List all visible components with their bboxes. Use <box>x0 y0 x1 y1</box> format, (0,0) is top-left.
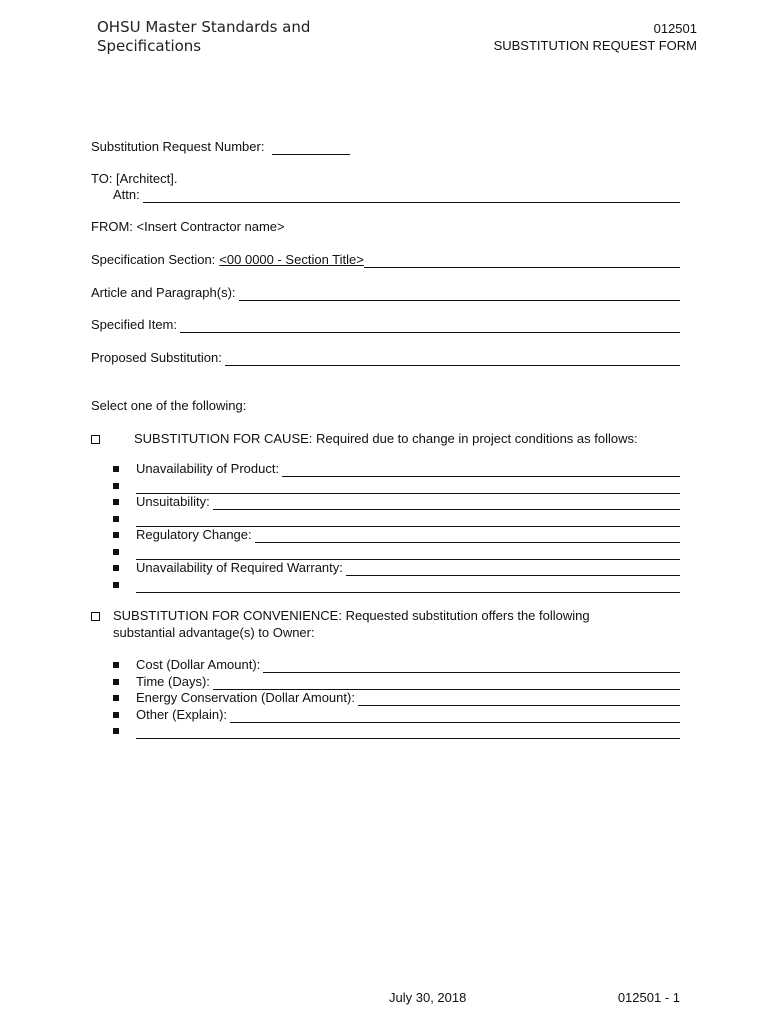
proposed-substitution-field[interactable] <box>225 353 680 366</box>
footer-page-number: 012501 - 1 <box>617 990 680 1005</box>
article-field[interactable] <box>239 288 680 301</box>
from-label: FROM: <Insert Contractor name> <box>91 219 285 234</box>
footer-date: July 30, 2018 <box>389 990 467 1005</box>
request-number-field[interactable] <box>272 142 350 155</box>
convenience-option <box>91 608 590 624</box>
cause-item-field[interactable] <box>136 514 680 527</box>
attn-label: Attn: <box>113 187 140 202</box>
cause-item-label: Regulatory Change: <box>136 527 252 542</box>
bullet-icon <box>113 657 136 673</box>
convenience-item-label: Cost (Dollar Amount): <box>136 657 261 672</box>
spec-section-row <box>91 252 680 268</box>
cause-item <box>113 461 680 477</box>
bullet-icon <box>113 577 136 593</box>
proposed-substitution-row <box>91 350 680 366</box>
convenience-item <box>113 674 680 690</box>
cause-item-field[interactable] <box>255 530 680 543</box>
convenience-heading-line1: SUBSTITUTION FOR CONVENIENCE: Requested substitution offers the following <box>113 608 590 623</box>
specified-item-field[interactable] <box>180 320 680 333</box>
bullet-icon <box>113 690 136 706</box>
cause-checkbox[interactable] <box>91 435 100 444</box>
bullet-icon <box>113 527 136 543</box>
bullet-icon <box>113 674 136 690</box>
bullet-icon <box>113 461 136 477</box>
cause-item <box>113 577 680 593</box>
cause-item <box>113 527 680 543</box>
cause-item-field[interactable] <box>282 464 680 477</box>
convenience-checkbox[interactable] <box>91 612 100 621</box>
convenience-item-field[interactable] <box>136 726 680 739</box>
cause-heading: SUBSTITUTION FOR CAUSE: Required due to change in project conditions as follows: <box>134 431 638 446</box>
convenience-item-label: Energy Conservation (Dollar Amount): <box>136 690 355 705</box>
to-label: TO: [Architect]. <box>91 171 178 186</box>
bullet-icon <box>113 723 136 739</box>
convenience-item <box>113 723 680 739</box>
article-row <box>91 285 680 301</box>
cause-item <box>113 544 680 560</box>
spec-section-value: <00 0000 - Section Title> <box>219 252 364 267</box>
cause-item <box>113 478 680 494</box>
specified-item-label: Specified Item: <box>91 317 177 332</box>
convenience-item-field[interactable] <box>358 693 680 706</box>
bullet-icon <box>113 707 136 723</box>
convenience-item-field[interactable] <box>213 677 680 690</box>
convenience-item <box>113 690 680 706</box>
cause-item-label: Unsuitability: <box>136 494 210 509</box>
attn-row <box>113 187 680 203</box>
bullet-icon <box>113 478 136 494</box>
attn-field[interactable] <box>143 190 680 203</box>
article-label: Article and Paragraph(s): <box>91 285 236 300</box>
header-doc-title: SUBSTITUTION REQUEST FORM <box>493 38 697 53</box>
header-document-id <box>494 20 697 54</box>
cause-item <box>113 560 680 576</box>
request-number-label: Substitution Request Number: <box>91 139 265 154</box>
specified-item-row <box>91 317 680 333</box>
cause-item-label: Unavailability of Required Warranty: <box>136 560 343 575</box>
bullet-icon <box>113 560 136 576</box>
proposed-substitution-label: Proposed Substitution: <box>91 350 222 365</box>
bullet-icon <box>113 511 136 527</box>
convenience-item-field[interactable] <box>263 660 680 673</box>
convenience-item-field[interactable] <box>230 710 680 723</box>
convenience-item <box>113 657 680 673</box>
convenience-heading-line2: substantial advantage(s) to Owner: <box>113 625 315 640</box>
convenience-item-label: Time (Days): <box>136 674 210 689</box>
cause-item-label: Unavailability of Product: <box>136 461 280 476</box>
cause-item-field[interactable] <box>213 497 680 510</box>
cause-item <box>113 511 680 527</box>
spec-section-field[interactable] <box>364 255 680 268</box>
header-doc-number: 012501 <box>653 21 697 36</box>
cause-option <box>91 431 638 447</box>
cause-item-field[interactable] <box>346 563 680 576</box>
convenience-item-label: Other (Explain): <box>136 707 228 722</box>
cause-item-field[interactable] <box>136 547 680 560</box>
select-instruction: Select one of the following: <box>91 398 247 413</box>
cause-item-field[interactable] <box>136 481 680 494</box>
cause-item <box>113 494 680 510</box>
header-master-standards-title: OHSU Master Standards and Specifications <box>97 18 311 55</box>
convenience-item <box>113 707 680 723</box>
bullet-icon <box>113 544 136 560</box>
cause-item-field[interactable] <box>136 580 680 593</box>
bullet-icon <box>113 494 136 510</box>
spec-section-label: Specification Section: <box>91 252 216 267</box>
request-number-row <box>91 139 350 155</box>
